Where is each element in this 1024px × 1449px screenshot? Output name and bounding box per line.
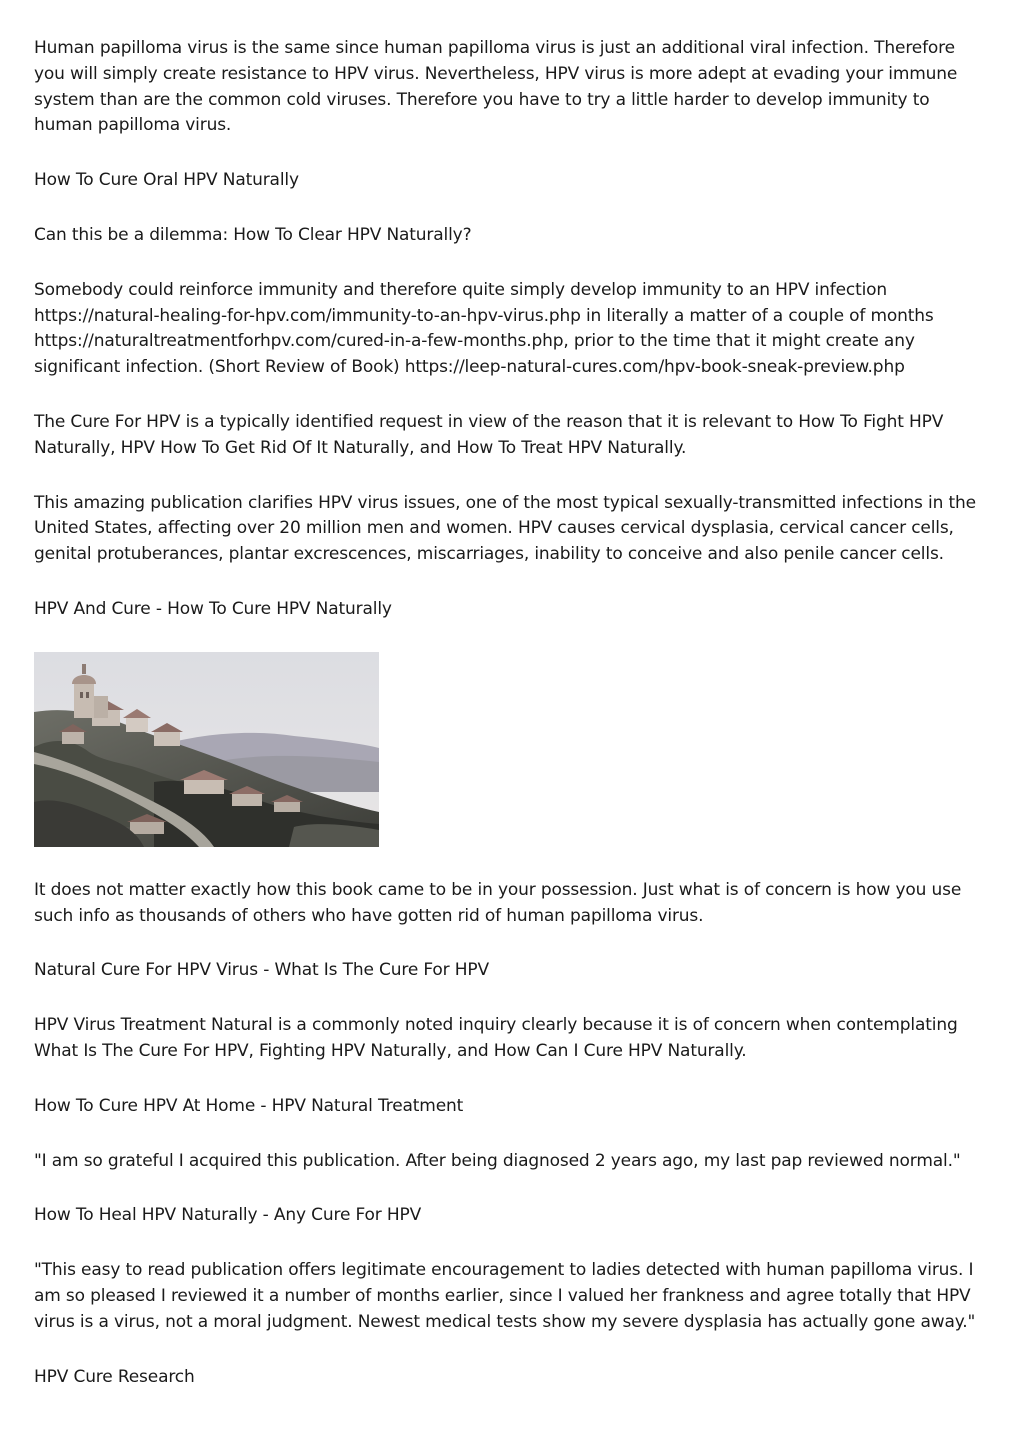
heading-natural-cure: Natural Cure For HPV Virus - What Is The Cure For HPV	[34, 960, 489, 981]
document-body	[34, 36, 990, 1419]
immunity-paragraph: Somebody could reinforce immunity and therefore quite simply develop immunity to an HPV infection https://natural-healing-for-hpv.com/immunity-to-an-hpv-virus.php in literally a matter of a couple of months https://naturaltreatmentforhpv.com/cured-in-a-few-months.php, prior to the time that it might create any significant infection. (Short Review of Book) https://leep-natural-cures.com/hpv-book-sneak-preview.php	[34, 279, 934, 378]
heading-cure-research: HPV Cure Research	[34, 1366, 195, 1387]
publication-paragraph: This amazing publication clarifies HPV virus issues, one of the most typical sexually-transmitted infections in the United States, affecting over 20 million men and women. HPV causes cervical dysplasia, cervical cancer cells, genital protuberances, plantar excrescences, miscarriages, inability to conceive and also penile cancer cells.	[34, 492, 976, 565]
heading-hpv-and-cure: HPV And Cure - How To Cure HPV Naturally	[34, 598, 392, 619]
testimonial-grateful: "I am so grateful I acquired this publication. After being diagnosed 2 years ago, my last pap reviewed normal."	[34, 1150, 961, 1171]
heading-oral-hpv: How To Cure Oral HPV Naturally	[34, 170, 299, 191]
treatment-natural-paragraph: HPV Virus Treatment Natural is a commonly noted inquiry clearly because it is of concern when contemplating What Is The Cure For HPV, Fighting HPV Naturally, and How Can I Cure HPV Naturally.	[34, 1015, 958, 1061]
hillside-town-painting	[34, 652, 379, 847]
testimonial-easy-read: "This easy to read publication offers legitimate encouragement to ladies detected with human papilloma virus. I am so pleased I reviewed it a number of months earlier, since I valued her frankness and agree totally that HPV virus is a virus, not a moral judgment. Newest medical tests show my severe dysplasia has actually gone away."	[34, 1260, 976, 1332]
heading-dilemma: Can this be a dilemma: How To Clear HPV Naturally?	[34, 224, 472, 245]
cure-request-paragraph: The Cure For HPV is a typically identified request in view of the reason that it is relevant to How To Fight HPV Naturally, HPV How To Get Rid Of It Naturally, and How To Treat HPV Naturally.	[34, 411, 944, 458]
possession-paragraph: It does not matter exactly how this book came to be in your possession. Just what is of concern is how you use such info as thousands of others who have gotten rid of human papilloma virus.	[34, 879, 962, 926]
intro-paragraph: Human papilloma virus is the same since human papilloma virus is just an additional viral infection. Therefore you will simply create resistance to HPV virus. Nevertheless, HPV virus is more adept at evading your immune system than are the common cold viruses. Therefore you have to try a little harder to develop immunity to human papilloma virus.	[34, 38, 958, 136]
heading-heal-naturally: How To Heal HPV Naturally - Any Cure For HPV	[34, 1205, 422, 1226]
heading-cure-at-home: How To Cure HPV At Home - HPV Natural Treatment	[34, 1095, 464, 1116]
